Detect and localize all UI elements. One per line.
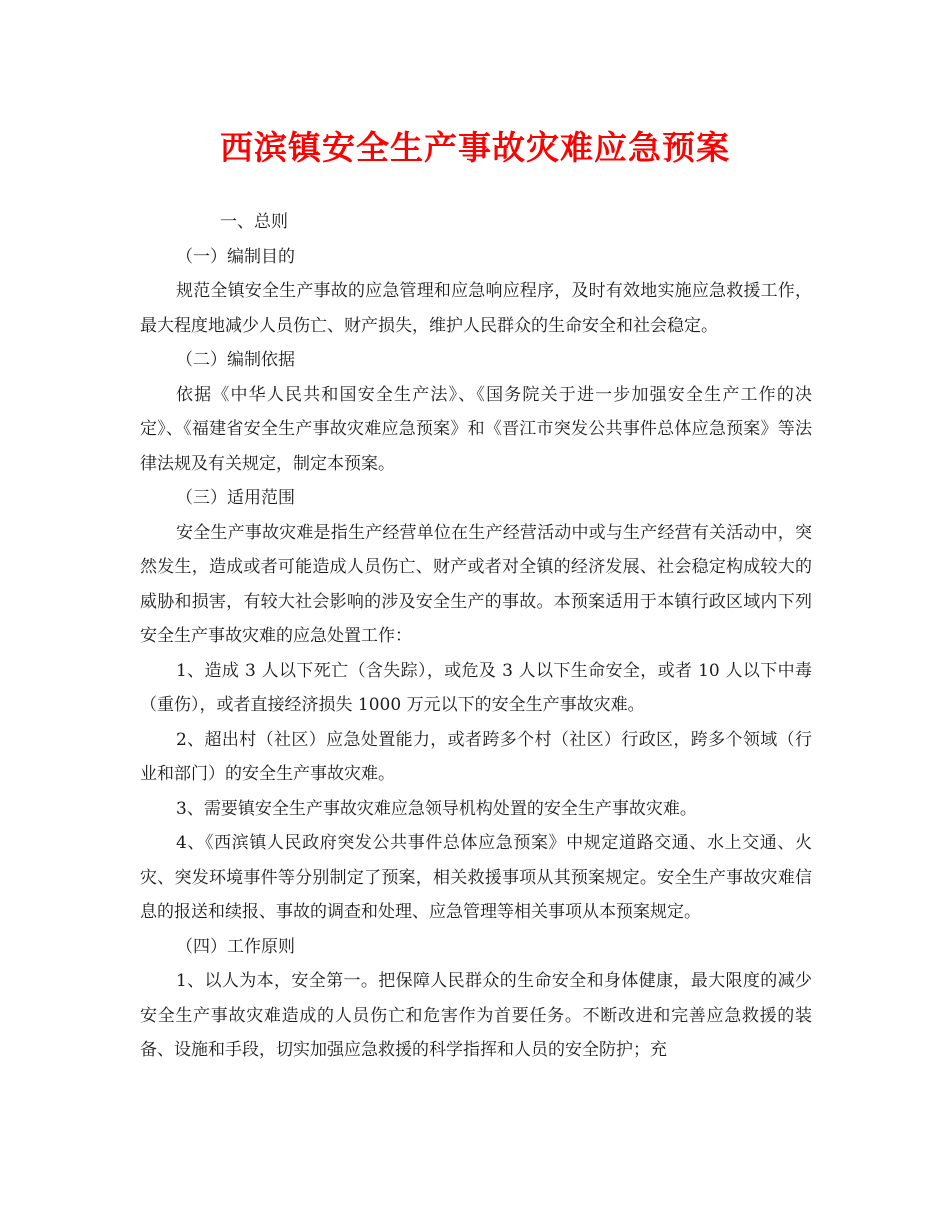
subsection-heading: （二）编制依据: [176, 350, 295, 370]
paragraph: 1、造成 3 人以下死亡（含失踪），或危及 3 人以下生命安全，或者 10 人以下中毒（重伤），或者直接经济损失 1000 万元以下的安全生产事故灾难。: [140, 660, 812, 715]
paragraph: 3、需要镇安全生产事故灾难应急领导机构处置的安全生产事故灾难。: [176, 798, 697, 819]
paragraph: 安全生产事故灾难是指生产经营单位在生产经营活动中或与生产经营有关活动中，突然发生，造成或者可能造成人员伤亡、财产或者对全镇的经济发展、社会稳定构成较大的威胁和损害，有较大社会影响的涉及安全生产的事故。本预案适用于本镇行政区域内下列安全生产事故灾难的应急处置工作：: [140, 522, 812, 646]
document-body: [140, 205, 812, 1068]
paragraph: 1、以人为本，安全第一。把保障人民群众的生命安全和身体健康，最大限度的减少安全生产事故灾难造成的人员伤亡和危害作为首要任务。不断改进和完善应急救援的装备、设施和手段，切实加强应急救援的科学指挥和人员的安全防护；充: [140, 971, 812, 1060]
paragraph: 规范全镇安全生产事故的应急管理和应急响应程序，及时有效地实施应急救援工作，最大程度地减少人员伤亡、财产损失，维护人民群众的生命安全和社会稳定。: [140, 281, 812, 336]
paragraph: 4、《西滨镇人民政府突发公共事件总体应急预案》中规定道路交通、水上交通、火灾、突发环境事件等分别制定了预案，相关救援事项从其预案规定。安全生产事故灾难信息的报送和续报、事故的调查和处理、应急管理等相关事项从本预案规定。: [140, 833, 812, 922]
document-title: 西滨镇安全生产事故灾难应急预案: [220, 128, 730, 167]
subsection-heading: （四）工作原则: [176, 936, 295, 957]
subsection-heading: （一）编制目的: [176, 246, 295, 267]
paragraph: 2、超出村（社区）应急处置能力，或者跨多个村（社区）行政区，跨多个领域（行业和部门）的安全生产事故灾难。: [140, 729, 812, 784]
section-heading: 一、总则: [220, 212, 288, 232]
subsection-heading: （三）适用范围: [176, 488, 295, 508]
paragraph: 依据《中华人民共和国安全生产法》、《国务院关于进一步加强安全生产工作的决定》、《福建省安全生产事故灾难应急预案》和《晋江市突发公共事件总体应急预案》等法律法规及有关规定，制定本预案。: [140, 384, 812, 474]
